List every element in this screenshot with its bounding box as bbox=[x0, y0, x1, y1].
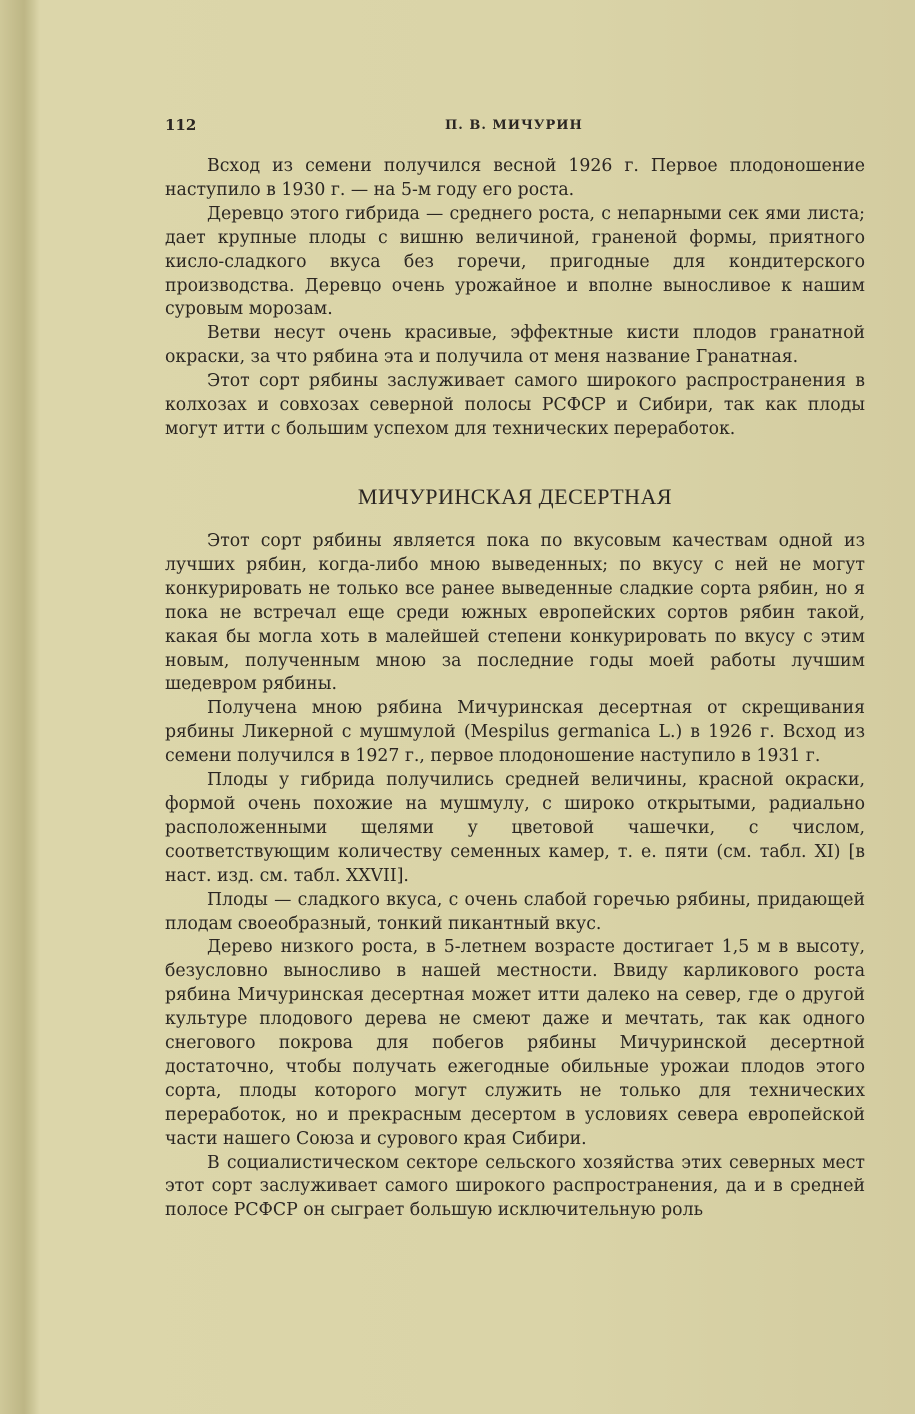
running-head: П. В. МИЧУРИН bbox=[445, 118, 583, 133]
section-heading: МИЧУРИНСКАЯ ДЕСЕРТНАЯ bbox=[357, 484, 673, 509]
paragraph: Всход из семени получился весной 1926 г. Первое плодоношение наступило в 1930 г. — на 5-м году его роста. bbox=[165, 156, 865, 200]
paragraph: Этот сорт рябины заслуживает самого широкого распространения в колхозах и совхозах северной полосы РСФСР и Сибири, так как плоды могут итти с большим успехом для технических переработок. bbox=[165, 371, 865, 439]
page-header bbox=[165, 116, 865, 138]
text-block-granatnaya bbox=[165, 155, 865, 442]
paragraph: Плоды — сладкого вкуса, с очень слабой горечью рябины, придающей плодам своеобразный, тонкий пикантный вкус. bbox=[165, 889, 865, 934]
paragraph: Деревцо этого гибрида — среднего роста, с непарными сек ями листа; дает крупные плоды с вишню величиной, граненой формы, приятного кисло-сладкого вкуса без горечи, пригодные для кондитерского производства. Деревцо очень урожайное и вполне выносливое к нашим суровым морозам. bbox=[165, 203, 865, 320]
page-number: 112 bbox=[165, 116, 197, 134]
paragraph: Плоды у гибрида получились средней величины, красной окраски, формой очень похожие на мушмулу, с широко открытыми, радиально расположенными щелями у цветовой чашечки, с числом, соответствующим количеству семенных камер, т. е. пяти (см. табл. XI) [в наст. изд. см. табл. XXVII]. bbox=[165, 770, 865, 886]
paragraph: Получена мною рябина Мичуринская десертная от скрещивания рябины Ликерной с мушмулой (Mespilus germanica L.) в 1926 г. Всход из семени получился в 1927 г., первое плодоношение наступило в 1931 г. bbox=[165, 698, 865, 767]
page-edge-shadow bbox=[0, 0, 40, 1414]
paragraph: Дерево низкого роста, в 5-летнем возрасте достигает 1,5 м в высоту, безусловно выносливо в нашей местности. Ввиду карликового роста рябина Мичуринская десертная может итти далеко на север, где о другой культуре плодового дерева не смеют даже и мечтать, так как одного снегового покрова для побегов рябины Мичуринской десертной достаточно, чтобы получать ежегодные обильные урожаи плодов этого сорта, плоды которого могут служить не только для технических переработок, но и прекрасным десертом в условиях севера европейской части нашего Союза и сурового края Сибири. bbox=[165, 937, 865, 1149]
paragraph: Ветви несут очень красивые, эффектные кисти плодов гранатной окраски, за что рябина эта и получила от меня название Гранатная. bbox=[165, 323, 865, 368]
paragraph: В социалистическом секторе сельского хозяйства этих северных мест этот сорт заслуживает самого широкого распространения, да и в средней полосе РСФСР он сыграет большую исключительную роль bbox=[165, 1152, 865, 1221]
text-block-desertnaya bbox=[165, 530, 865, 1223]
paragraph: Этот сорт рябины является пока по вкусовым качествам одной из лучших рябин, когда-либо мною выведенных; по вкусу с ней не могут конкурировать не только все ранее выведенные сладкие сорта рябин, но я пока не встречал еще среди южных европейских сортов рябин такой, какая бы могла хоть в малейшей степени конкурировать по вкусу с этим новым, полученным мною за последние годы моей работы лучшим шедевром рябины. bbox=[165, 531, 865, 695]
